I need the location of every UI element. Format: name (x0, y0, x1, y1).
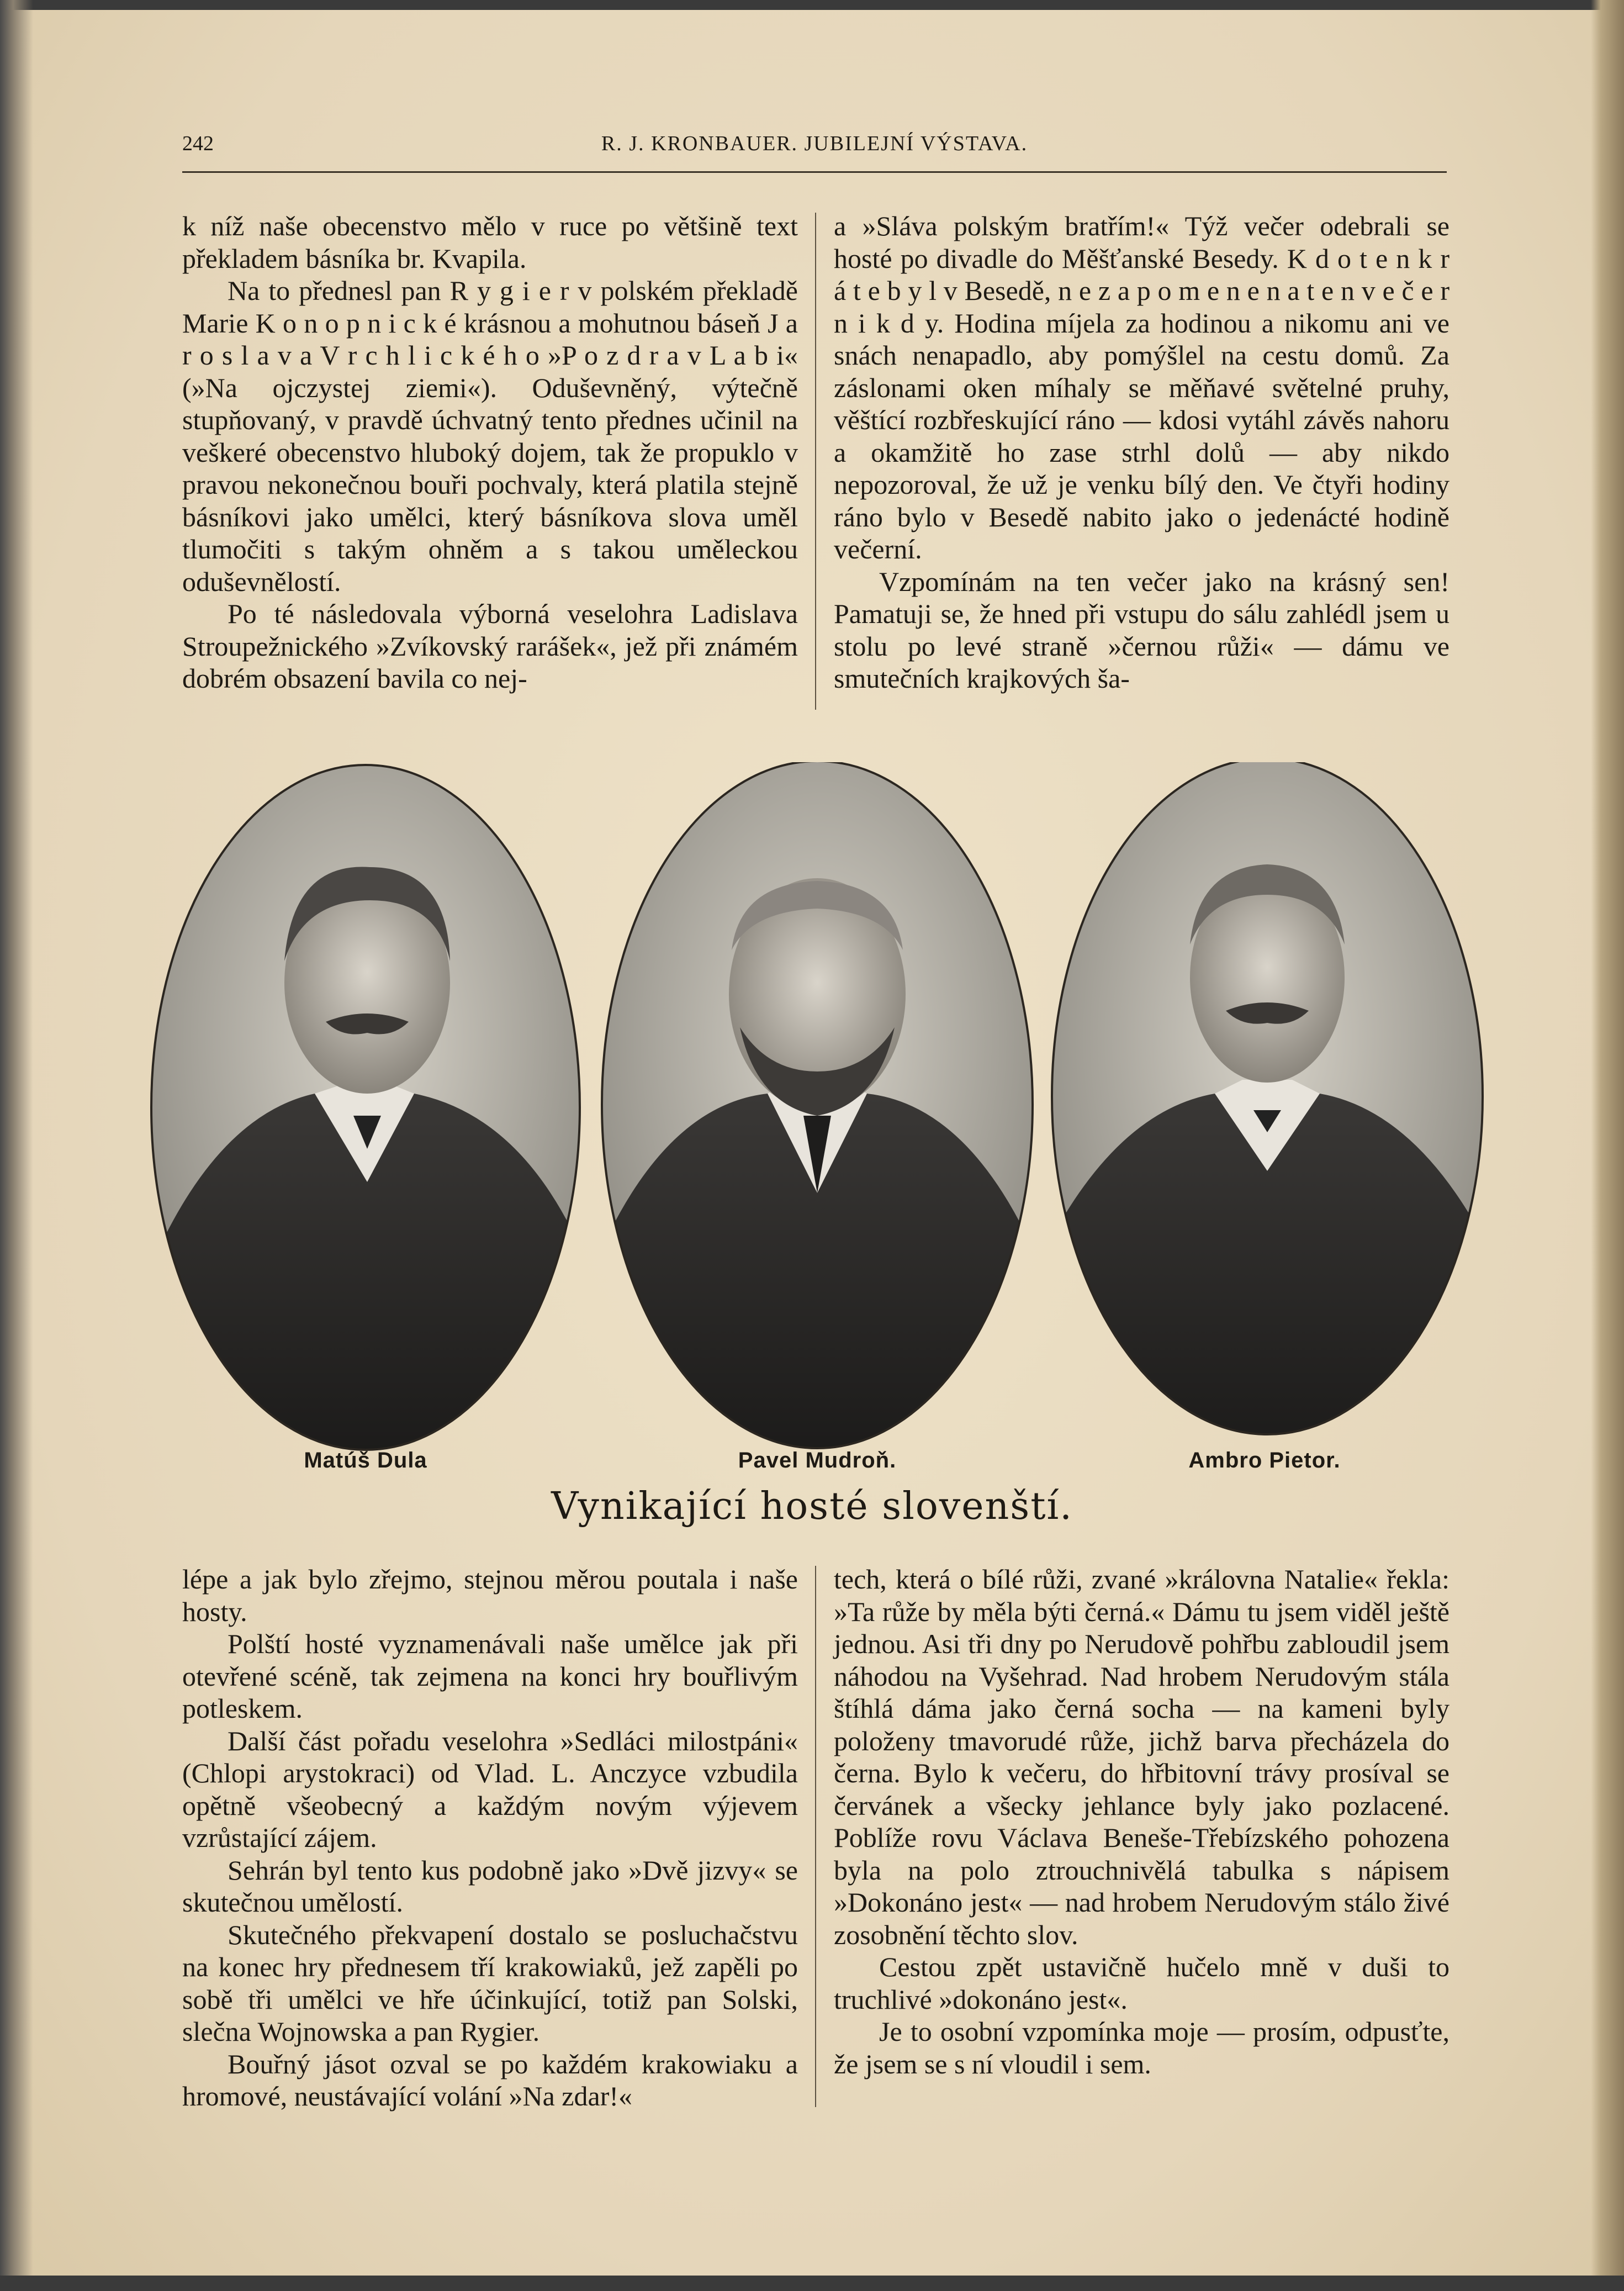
paragraph: tech, která o bílé růži, zvané »královna Natalie« řekla: »Ta růže by měla býti černá.« Dámu tu jsem viděl ještě jednou. Asi tři dny po Nerudově pohřbu zabloudil jsem náhodou na Vyšehrad. Nad hrobem Nerudovým stála štíhlá dáma jako černá socha — na kameni byly položeny tmavorudé růže, jichž barva přecházela do černa. Bylo k večeru, do hřbitovní trávy prosíval se červánek a všecky jehlance byly jako pozlacené. Poblíže rovu Václava Beneše-Třebízského pohozena byla na polo ztrouchnivělá tabulka s nápisem »Dokonáno jest« — nad hrobem Nerudovým stálo živé zosobnění těchto slov. (834, 1564, 1450, 1950)
column-bottom-right (834, 1563, 1450, 2080)
paragraph: Vzpomínám na ten večer jako na krásný sen! Pamatuji se, že hned při vstupu do sálu zahlédl jsem u stolu po levé straně »černou růži« — dámu ve smutečních krajkových ša- (834, 566, 1450, 694)
column-divider (815, 213, 816, 710)
portrait-ambro-pietor (1049, 762, 1485, 1453)
scan-bottom-edge (0, 2276, 1624, 2291)
running-title: R. J. KRONBAUER. JUBILEJNÍ VÝSTAVA. (601, 132, 1028, 155)
caption-pavel-mudron: Pavel Mudroň. (738, 1448, 897, 1472)
column-top-left (182, 210, 798, 695)
paragraph: Cestou zpět ustavičně hučelo mně v duši to truchlivé »dokonáno jest«. (834, 1951, 1450, 2015)
header-rule (182, 171, 1447, 173)
paragraph: Bouřný jásot ozval se po každém krakowiaku a hromové, neustávající volání »Na zdar!« (182, 2048, 798, 2111)
paragraph: Sehrán byl tento kus podobně jako »Dvě jizvy« se skutečnou umělostí. (182, 1854, 798, 1918)
paragraph: Polští hosté vyznamenávali naše umělce jak při otevřené scéně, tak zejmena na konci hry bouřlivým potleskem. (182, 1628, 798, 1724)
paragraph: Po té následovala výborná veselohra Ladislava Stroupežnického »Zvíkovský rarášek«, jež při známém dobrém obsazení bavila co nej- (182, 598, 798, 694)
paragraph: Je to osobní vzpomínka moje — prosím, odpusťte, že jsem se s ní vloudil i sem. (834, 2016, 1450, 2079)
column-divider (815, 1566, 816, 2107)
column-top-right (834, 210, 1450, 695)
paragraph: Na to přednesl pan R y g i e r v polském překladě Marie K o n o p n i c k é krásnou a mohutnou báseň J a r o s l a v a V r c h l i c k é h o »P o z d r a v L a b i« (»Na ojczystej ziemi«). Oduševněný, výtečně stupňovaný, v pravdě úchvatný tento přednes učinil na veškeré obecenstvo hluboký dojem, tak že propuklo v pravou nekonečnou bouři pochvaly, která platila stejně básníkovi jako umělci, který básníkova slova uměl tlumočiti s takým ohněm a s takou uměleckou oduševnělostí. (182, 275, 798, 597)
plate-title: Vynikající hosté slovenští. (551, 1485, 1073, 1528)
page-number: 242 (182, 132, 214, 155)
column-bottom-left (182, 1563, 798, 2113)
running-head (182, 131, 1447, 165)
scan-top-edge (0, 0, 1624, 10)
caption-matus-dula: Matúš Dula (304, 1448, 427, 1472)
paragraph: Skutečného překvapení dostalo se posluchačstvu na konec hry přednesem tří krakowiaků, jež zapěli po sobě tři umělci ve hře účinkující, totiž pan Solski, slečna Wojnowska a pan Rygier. (182, 1919, 798, 2047)
paragraph: Další část pořadu veselohra »Sedláci milostpáni« (Chlopi arystokraci) od Vlad. L. Anczyce vzbudila opětně všeobecný a každým novým výjevem vzrůstající zájem. (182, 1725, 798, 1853)
paragraph: k níž naše obecenstvo mělo v ruce po většině text překladem básníka br. Kvapila. (182, 210, 798, 274)
scan-binding-edge (0, 0, 33, 2291)
scan-right-edge (1591, 0, 1624, 2291)
paragraph: a »Sláva polským bratřím!« Týž večer odebrali se hosté po divadle do Měšťanské Besedy. K d o t e n k r á t e b y l v Besedě, n e z a p o m e n e n a t e n v e č e r n i k d y. Hodina míjela za hodinou a nikomu ani ve snách nenapadlo, aby pomýšlel na cestu domů. Za záslonami oken míhaly se měňavé světelné pruhy, věštící rozbřeskující ráno — kdosi vytáhl závěs nahoru a okamžitě ho zase strhl dolů — aby nikdo nepozoroval, že už je venku bílý den. Ve čtyři hodiny ráno bylo v Besedě nabito jako o jedenácté hodině večerní. (834, 210, 1450, 564)
caption-ambro-pietor: Ambro Pietor. (1188, 1448, 1341, 1472)
portrait-matus-dula (149, 762, 591, 1453)
portrait-plate (149, 762, 1485, 1453)
paragraph: lépe a jak bylo zřejmo, stejnou měrou poutala i naše hosty. (182, 1564, 798, 1627)
